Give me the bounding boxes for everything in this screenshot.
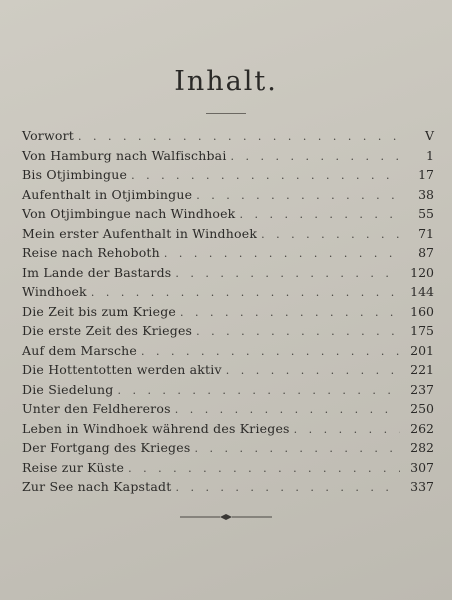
toc-entry [22, 243, 434, 263]
dot-leader [239, 205, 400, 225]
toc-entry [22, 477, 434, 497]
toc-entry-title: Im Lande der Bastards [22, 264, 172, 280]
toc-entry-title: Mein erster Aufenthalt in Windhoek [22, 225, 258, 241]
dot-leader [175, 478, 400, 498]
toc-entry-title: Aufenthalt in Otjimbingue [22, 186, 193, 202]
page-title: Inhalt. [174, 66, 278, 97]
toc-page-number: 337 [410, 479, 434, 494]
dot-leader [141, 342, 400, 362]
toc-entry [22, 263, 434, 283]
dot-leader [175, 264, 400, 284]
end-ornament [180, 512, 272, 522]
dot-leader [117, 381, 400, 401]
title-underline [206, 113, 246, 114]
toc-page-number: V [424, 128, 434, 143]
dot-leader [261, 225, 400, 245]
dot-leader [175, 400, 400, 420]
table-of-contents [22, 126, 434, 497]
toc-entry [22, 399, 434, 419]
toc-page-number: 237 [410, 381, 434, 397]
toc-page-number: 120 [410, 264, 434, 280]
toc-entry-title: Die erste Zeit des Krieges [22, 323, 193, 338]
toc-page-number: 55 [418, 206, 434, 221]
toc-page-number: 221 [410, 362, 434, 377]
toc-entry-title: Reise zur Küste [22, 459, 125, 475]
toc-entry-title: Leben in Windhoek während des Krieges [22, 420, 290, 436]
toc-page-number: 87 [418, 245, 434, 260]
toc-page-number: 282 [410, 440, 434, 455]
dot-leader [164, 244, 400, 264]
toc-entry [22, 360, 434, 380]
toc-entry-title: Der Fortgang des Krieges [22, 440, 191, 455]
toc-page-number: 144 [410, 284, 434, 299]
dot-leader [78, 127, 400, 147]
dot-leader [91, 283, 400, 303]
dot-leader [128, 459, 400, 479]
toc-entry-title: Windhoek [22, 284, 87, 299]
toc-page-number: 38 [418, 186, 434, 202]
dot-leader [226, 361, 400, 381]
toc-page-number: 71 [418, 225, 434, 241]
toc-entry [22, 458, 434, 478]
toc-page-number: 262 [410, 420, 434, 436]
dot-leader [180, 303, 400, 323]
toc-page-number: 17 [418, 167, 434, 182]
toc-entry-title: Zur See nach Kapstadt [22, 479, 172, 494]
toc-entry-title: Auf dem Marsche [22, 342, 137, 358]
toc-entry [22, 438, 434, 458]
toc-page-number: 1 [426, 147, 434, 163]
toc-entry [22, 282, 434, 302]
toc-page-number: 250 [410, 401, 434, 416]
toc-entry [22, 321, 434, 341]
toc-entry [22, 185, 434, 205]
dot-leader [194, 439, 400, 459]
toc-entry-title: Die Hottentotten werden aktiv [22, 362, 222, 377]
toc-entry-title: Die Siedelung [22, 381, 114, 397]
dot-leader [231, 147, 400, 167]
toc-entry-title: Von Otjimbingue nach Windhoek [22, 206, 236, 221]
toc-entry [22, 302, 434, 322]
toc-entry [22, 224, 434, 244]
toc-entry [22, 165, 434, 185]
dot-leader [196, 322, 400, 342]
toc-entry-title: Von Hamburg nach Walfischbai [22, 147, 227, 163]
toc-entry-title: Vorwort [22, 128, 75, 143]
toc-page-number: 201 [410, 342, 434, 358]
toc-entry-title: Die Zeit bis zum Kriege [22, 303, 177, 319]
dot-leader [131, 166, 400, 186]
dot-leader [294, 420, 400, 440]
dot-leader [196, 186, 400, 206]
toc-entry [22, 341, 434, 361]
toc-entry [22, 380, 434, 400]
toc-entry [22, 146, 434, 166]
toc-entry-title: Reise nach Rehoboth [22, 245, 160, 260]
toc-entry [22, 204, 434, 224]
toc-entry [22, 126, 434, 146]
toc-entry [22, 419, 434, 439]
toc-page-number: 307 [410, 459, 434, 475]
toc-entry-title: Bis Otjimbingue [22, 167, 128, 182]
toc-page-number: 160 [410, 303, 434, 319]
toc-page-number: 175 [410, 323, 434, 338]
toc-entry-title: Unter den Feldhereros [22, 401, 171, 416]
